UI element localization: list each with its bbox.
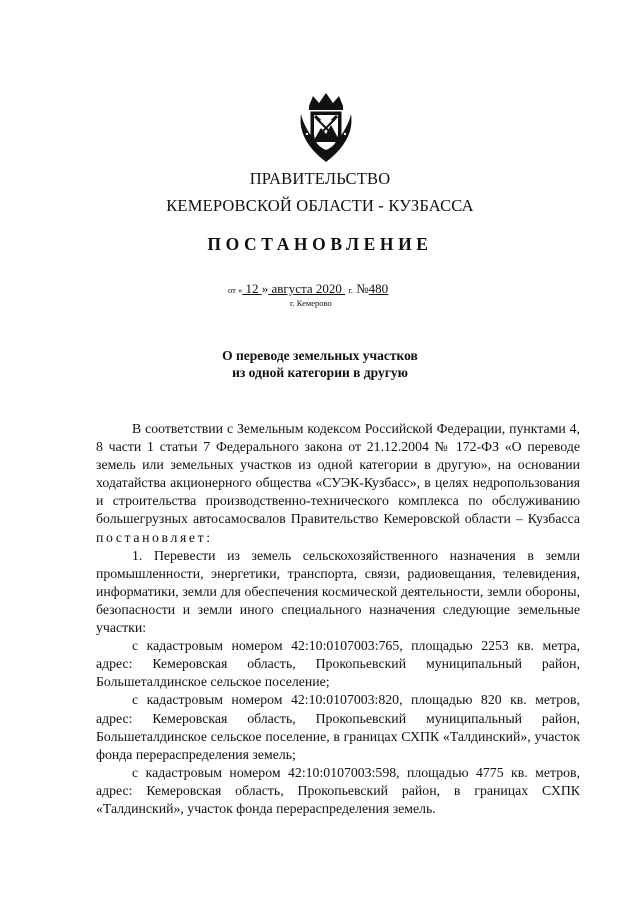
date-close-quote: » — [261, 281, 269, 296]
plot-1-paragraph: с кадастровым номером 42:10:0107003:765, площадью 2253 кв. метра, адрес: Кемеровская область, Прокопьевский муниципальный район, Большеталдинское сельское поселение; — [96, 638, 580, 690]
item-1-paragraph: 1. Перевести из земель сельскохозяйственного назначения в земли промышленности, энергетики, транспорта, связи, радиовещания, телевидения, информатики, земли для обеспечения космической деятельности, земли обороны, безопасности и земли иного специального назначения следующие земельные участки: — [96, 547, 580, 636]
doc-number: 480 — [368, 281, 389, 296]
decree-word: постановляет: — [96, 529, 213, 545]
date-from-label: от « — [228, 285, 243, 295]
government-name-line1: ПРАВИТЕЛЬСТВО — [249, 169, 391, 188]
doc-number-label: № — [356, 281, 369, 296]
date-line — [228, 281, 458, 297]
plot-2-paragraph: с кадастровым номером 42:10:0107003:820, площадью 820 кв. метров, адрес: Кемеровская область, Прокопьевский муниципальный район, Большеталдинское сельское поселение, в границах СХПК «Талдинский», участок фонда перераспределения земель; — [96, 692, 580, 762]
coat-of-arms-icon — [295, 92, 357, 166]
plot-3-paragraph: с кадастровым номером 42:10:0107003:598, площадью 4775 кв. метров, адрес: Кемеровская область, Прокопьевский район, в границах СХПК «Талдинский», участок фонда перераспределения земель. — [96, 764, 580, 816]
subject-line1: О переводе земельных участков — [222, 348, 418, 363]
document-type: ПОСТАНОВЛЕНИЕ — [207, 234, 433, 254]
date-year-suffix: г. — [348, 285, 354, 295]
document-body — [96, 420, 580, 818]
preamble-text: В соответствии с Земельным кодексом Российской Федерации, пунктами 4, 8 части 1 статьи 7 Федерального закона от 21.12.2004 № 172-ФЗ «О переводе земель или земельных участков из одной категории в другую», на основании ходатайства акционерного общества «СУЭК-Кузбасс», в целях недропользования и строительства производственно-технического комплекса по обслуживанию большегрузных автосамосвалов Правительство Кемеровской области – Кузбасса — [96, 421, 580, 527]
date-day: 12 — [245, 281, 259, 296]
preamble-paragraph — [96, 420, 580, 547]
subject-line2: из одной категории в другую — [232, 365, 408, 380]
government-name-line2: КЕМЕРОВСКОЙ ОБЛАСТИ - КУЗБАССА — [166, 196, 474, 215]
date-month-year: августа 2020 — [271, 281, 342, 296]
city-label: г. Кемерово — [290, 298, 332, 308]
